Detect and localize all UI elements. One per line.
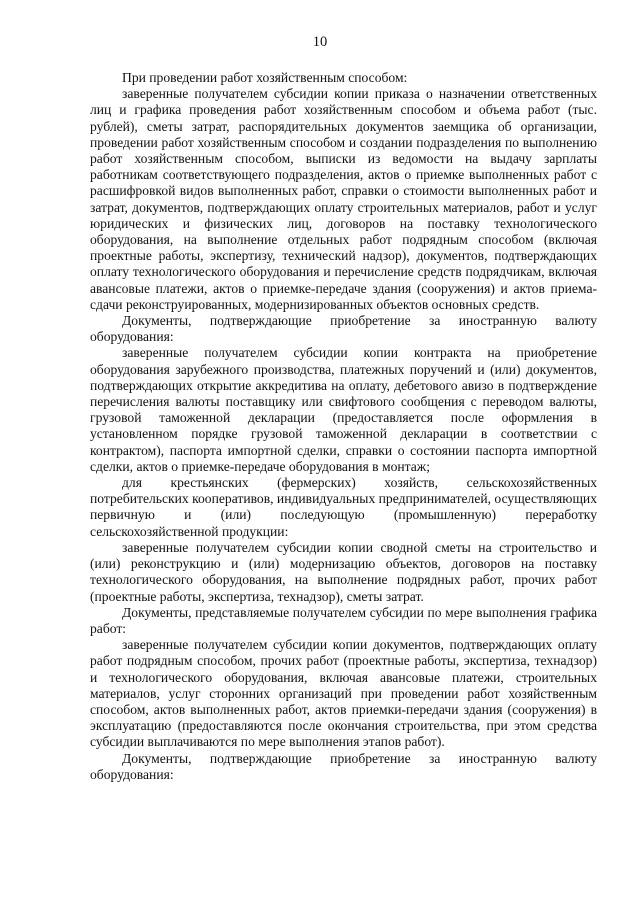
paragraph-work-schedule-heading: Документы, представляемые получателем субсидии по мере выполнения графика работ: <box>90 604 597 636</box>
page-number: 10 <box>312 34 328 50</box>
document-body <box>90 70 597 783</box>
paragraph-foreign-currency-heading: Документы, подтверждающие приобретение за иностранную валюту оборудования: <box>90 313 597 345</box>
paragraph-foreign-currency-documents: заверенные получателем субсидии копии контракта на приобретение оборудования зарубежного производства, платежных поручений и (или) документов, подтверждающих открытие аккредитива на оплату, дебетового авизо в подтверждение перечисления валюты поставщику или свифтового сообщения с переводом валюты, грузовой таможенной декларации (предоставляется после оформления в установленном порядке грузовой таможенной декларации в соответствии с контрактом), паспорта импортной сделки, справки о состоянии паспорта импортной сделки, актов о приемке-передаче оборудования в монтаж; <box>90 345 597 474</box>
paragraph-economic-method-heading: При проведении работ хозяйственным способом: <box>122 70 408 85</box>
paragraph-farmers-cooperatives: для крестьянских (фермерских) хозяйств, сельскохозяйственных потребительских кооперативов, индивидуальных предпринимателей, осуществляющих первичную и (или) последующую (промышленную) переработку сельскохозяйственной продукции: <box>90 475 598 539</box>
paragraph-estimate-documents: заверенные получателем субсидии копии сводной сметы на строительство и (или) реконструкцию и (или) модернизацию объектов, договоров на поставку технологического оборудования, на выполнение подрядных работ, прочих работ (проектные работы, экспертиза, технадзор), сметы затрат. <box>90 539 597 604</box>
paragraph-work-schedule-documents: заверенные получателем субсидии копии документов, подтверждающих оплату работ подрядным способом, прочих работ (проектные работы, экспертиза, технадзор) и технологического оборудования, включая авансовые платежи, строительных материалов, услуг сторонних организаций при проведении работ хозяйственным способом, актов выполненных работ, актов приемки-передачи здания (сооружения) в эксплуатацию (предоставляются после окончания строительства, при этом средства субсидии выплачиваются по мере выполнения этапов работ). <box>90 637 597 750</box>
paragraph-economic-method-documents: заверенные получателем субсидии копии приказа о назначении ответственных лиц и графика проведения работ хозяйственным способом и объема работ (тыс. рублей), сметы затрат, распорядительных документов заемщика об организации, проведении работ хозяйственным способом и создании подразделения по выполнению работ хозяйственным способом, выписки из ведомости на выдачу зарплаты работникам соответствующего подразделения, актов о приемке выполненных работ с расшифровкой видов выполненных работ, справки о стоимости выполненных работ и затрат, документов, подтверждающих оплату строительных материалов, работ и услуг юридических и физических лиц, договоров на поставку технологического оборудования, на выполнение отдельных работ подрядным способом (включая проектные работы, экспертизу, технический надзор), документов, подтверждающих оплату технологического оборудования и перечисление средств подрядчикам, включая авансовые платежи, актов о приемке-передаче здания (сооружения) и актов приема-сдачи реконструированных, модернизированных объектов основных средств. <box>90 86 597 312</box>
paragraph-foreign-currency-heading-repeat: Документы, подтверждающие приобретение за иностранную валюту оборудования: <box>90 750 597 782</box>
